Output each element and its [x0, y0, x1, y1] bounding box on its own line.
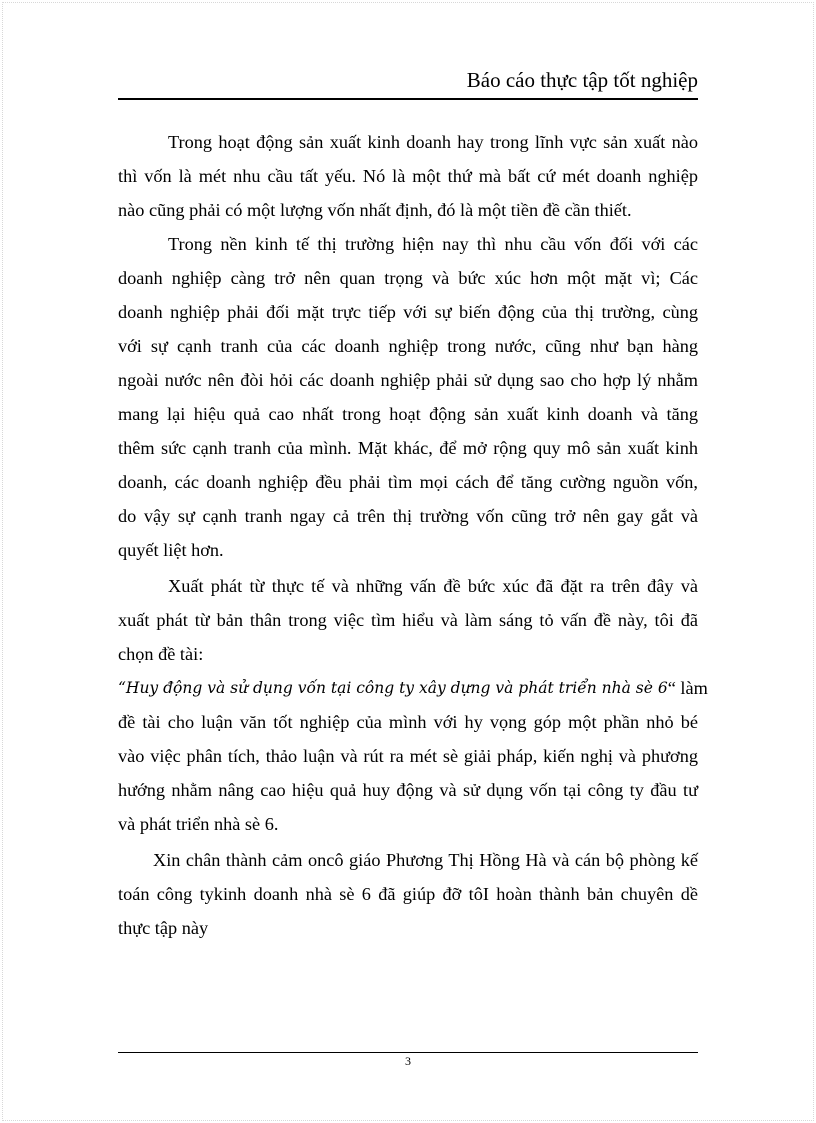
body-line: hướng nhằm nâng cao hiệu quả huy động và sử dụng vốn tại công ty đầu tư — [118, 780, 698, 800]
body-line: với sự cạnh tranh của các doanh nghiệp trong nước, cũng như bạn hàng — [118, 336, 698, 356]
body-line: vào việc phân tích, thảo luận và rút ra mét sè giải pháp, kiến nghị và phương — [118, 746, 698, 766]
body-line: mang lại hiệu quả cao nhất trong hoạt động sản xuất kinh doanh và tăng — [118, 404, 698, 424]
page-number: 3 — [405, 1054, 411, 1068]
body-line: Trong hoạt động sản xuất kinh doanh hay trong lĩnh vực sản xuất nào — [168, 132, 698, 152]
body-line: và phát triển nhà sè 6. — [118, 814, 279, 834]
body-line: thêm sức cạnh tranh của mình. Mặt khác, để mở rộng quy mô sản xuất kinh — [118, 438, 698, 458]
body-line: doanh nghiệp càng trở nên quan trọng và bức xúc hơn một mặt vì; Các — [118, 268, 698, 288]
thesis-title-line — [118, 671, 708, 705]
body-line: thì vốn là mét nhu cầu tất yếu. Nó là một thứ mà bất cứ mét doanh nghiệp — [118, 166, 698, 186]
body-line: Xin chân thành cảm oncô giáo Phương Thị Hồng Hà và cán bộ phòng kế — [153, 850, 698, 870]
body-line: doanh, các doanh nghiệp đều phải tìm mọi cách để tăng cường nguồn vốn, — [118, 472, 698, 492]
thesis-title-tail: “ làm — [667, 678, 708, 698]
body-line: xuất phát từ bản thân trong việc tìm hiểu và làm sáng tỏ vấn đề này, tôi đã — [118, 610, 698, 630]
body-line: toán công tykinh doanh nhà sè 6 đã giúp đỡ tôI hoàn thành bản chuyên dề — [118, 884, 698, 904]
body-line: doanh nghiệp phải đối mặt trực tiếp với sự biến động của thị trường, cùng — [118, 302, 698, 322]
thesis-title: “Huy động và sử dụng vốn tại công ty xây dựng và phát triển nhà sè 6 — [118, 679, 668, 697]
body-line: thực tập này — [118, 918, 209, 938]
body-line: nào cũng phải có một lượng vốn nhất định, đó là một tiền đề cần thiết. — [118, 200, 632, 220]
body-line: quyết liệt hơn. — [118, 540, 224, 560]
body-line: ngoài nước nên đòi hỏi các doanh nghiệp phải sử dụng sao cho hợp lý nhằm — [118, 370, 698, 390]
body-line: đề tài cho luận văn tốt nghiệp của mình với hy vọng góp một phần nhỏ bé — [118, 712, 698, 732]
body-line: do vậy sự cạnh tranh ngay cả trên thị trường vốn cũng trở nên gay gắt và — [118, 506, 698, 526]
footer-rule — [118, 1052, 698, 1053]
running-header: Báo cáo thực tập tốt nghiệp — [466, 68, 698, 92]
body-line: chọn đề tài: — [118, 644, 204, 664]
body-line: Xuất phát từ thực tế và những vấn đề bức xúc đã đặt ra trên đây và — [168, 576, 698, 596]
body-line: Trong nền kinh tế thị trường hiện nay thì nhu cầu vốn đối với các — [168, 234, 698, 254]
header-rule — [118, 98, 698, 100]
